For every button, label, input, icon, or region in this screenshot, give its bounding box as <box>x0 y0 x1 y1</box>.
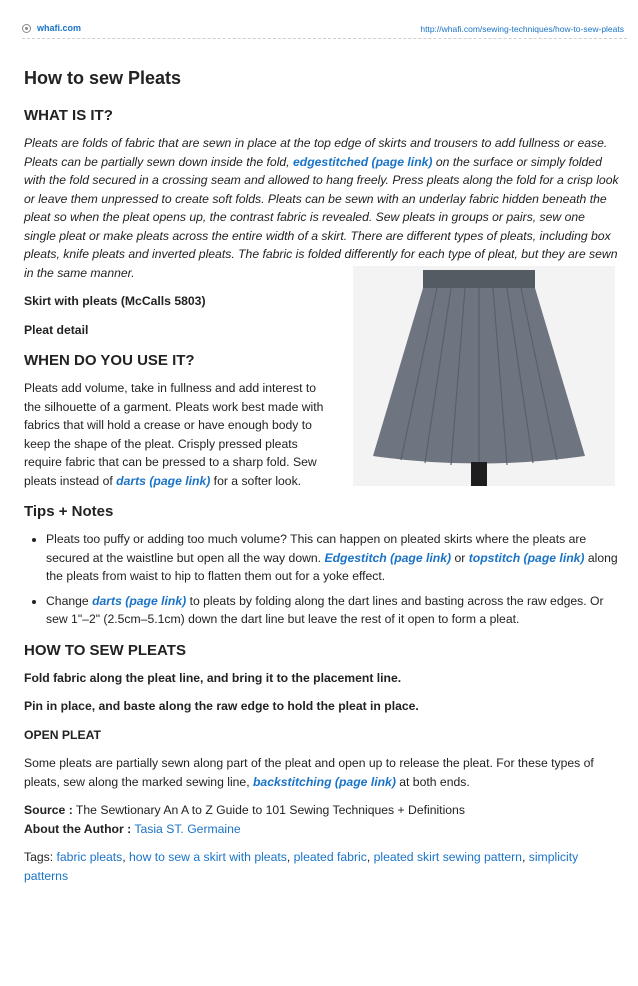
edgestitch-link[interactable]: Edgestitch (page link) <box>324 550 452 565</box>
tip1-text-a: Pleats too puffy or adding too much volume? This can happen on pleated skirts where the pleats are secured at the waistline but open all the way down. <box>46 532 587 565</box>
source-text: The Sewtionary An A to Z Guide to 101 Sewing Techniques + Definitions <box>72 803 465 817</box>
tip2-text-a: Change <box>46 593 93 608</box>
tag-link[interactable]: pleated fabric <box>293 850 367 864</box>
list-item <box>46 592 620 629</box>
tip1-or: or <box>451 550 469 565</box>
tags-line <box>24 848 620 885</box>
author-label: About the Author : <box>24 821 132 836</box>
open-text-2: at both ends. <box>395 774 470 789</box>
tip2-text-b: to pleats by folding along the dart lines and basting across the raw edges. Or sew 1"–2" (2.5cm–5.1cm) down the dart line but leave the rest of it open to form a pleat. <box>46 593 604 626</box>
tips-heading: Tips + Notes <box>24 503 114 520</box>
tag-separator: , <box>122 850 130 864</box>
article <box>24 60 620 895</box>
when-heading: WHEN DO YOU USE IT? <box>24 352 195 369</box>
globe-icon <box>22 24 31 33</box>
page-title: How to sew Pleats <box>24 68 182 88</box>
what-paragraph <box>24 134 620 282</box>
how-heading: HOW TO SEW PLEATS <box>24 641 186 659</box>
tag-link[interactable]: simplicity patterns <box>24 850 579 883</box>
open-pleat-paragraph <box>24 754 620 791</box>
what-heading: WHAT IS IT? <box>24 107 113 124</box>
tag-link[interactable]: fabric pleats <box>56 850 123 864</box>
caption-pleat-detail: Pleat detail <box>24 322 89 337</box>
page-url-link[interactable]: http://whafi.com/sewing-techniques/how-to-sew-pleats <box>420 24 624 34</box>
topstitch-link[interactable]: topstitch (page link) <box>468 550 585 565</box>
header-divider <box>22 38 627 39</box>
tag-link[interactable]: how to sew a skirt with pleats <box>129 850 287 864</box>
author-link[interactable]: Tasia ST. Germaine <box>134 821 241 836</box>
when-paragraph <box>24 379 334 490</box>
tag-separator: , <box>286 850 294 864</box>
source-label: Source : <box>24 803 73 817</box>
when-text-1: Pleats add volume, take in fullness and add interest to the silhouette of a garment. Pleats work best made with fabrics that will hold a crease or have enough body to keep the shape of the pleat. Crisply pressed pleats require fabric that can be pressed to a sharp fold. Sew pleats instead of <box>24 381 324 488</box>
darts-link-2[interactable]: darts (page link) <box>92 593 187 608</box>
open-pleat-heading: OPEN PLEAT <box>24 727 101 742</box>
darts-link[interactable]: darts (page link) <box>116 473 211 488</box>
page-header <box>0 0 638 40</box>
edgestitched-link[interactable]: edgestitched (page link) <box>292 154 433 169</box>
tags-holder <box>24 850 578 883</box>
tips-list <box>24 530 620 629</box>
tip1-text-b: along the pleats from waist to hip to flatten them out for a yoke effect. <box>46 550 618 583</box>
what-text-1: Pleats are folds of fabric that are sewn in place at the top edge of skirts and trousers to add fullness or ease. Pleats can be partially sewn down inside the fold, <box>24 136 608 169</box>
tag-link[interactable]: pleated skirt sewing pattern <box>373 850 522 864</box>
caption-skirt: Skirt with pleats (McCalls 5803) <box>24 294 206 308</box>
when-text-2: for a softer look. <box>210 473 302 488</box>
tag-separator: , <box>366 850 374 864</box>
step-2: Pin in place, and baste along the raw edge to hold the pleat in place. <box>24 699 419 713</box>
source-block <box>24 801 620 838</box>
tag-separator: , <box>521 850 529 864</box>
backstitching-link[interactable]: backstitching (page link) <box>252 774 396 789</box>
tags-label: Tags: <box>24 850 57 864</box>
open-text-1: Some pleats are partially sewn along part of the pleat and open up to release the pleat. For these types of pleats, sew along the marked sewing line, <box>24 756 594 789</box>
site-name-link[interactable]: whafi.com <box>37 23 82 33</box>
list-item <box>46 530 620 586</box>
what-text-2: on the surface or simply folded with the fold secured in a crossing seam and allowed to hang freely. Press pleats along the fold for a crisp look or leave them unpressed to create soft folds. Pleats can be sewn with an underlay fabric hidden beneath the pleat so when the pleat opens up, the contrast fabric is revealed. Sew pleats in groups or pairs, sew one single pleat or make pleats across the entire width of a skirt. There are different types of pleats, including box pleats, knife pleats and inverted pleats. The fabric is folded differently for each type of pleat, but they are sewn in the same manner. <box>24 154 619 280</box>
step-1: Fold fabric along the pleat line, and bring it to the placement line. <box>24 670 402 685</box>
